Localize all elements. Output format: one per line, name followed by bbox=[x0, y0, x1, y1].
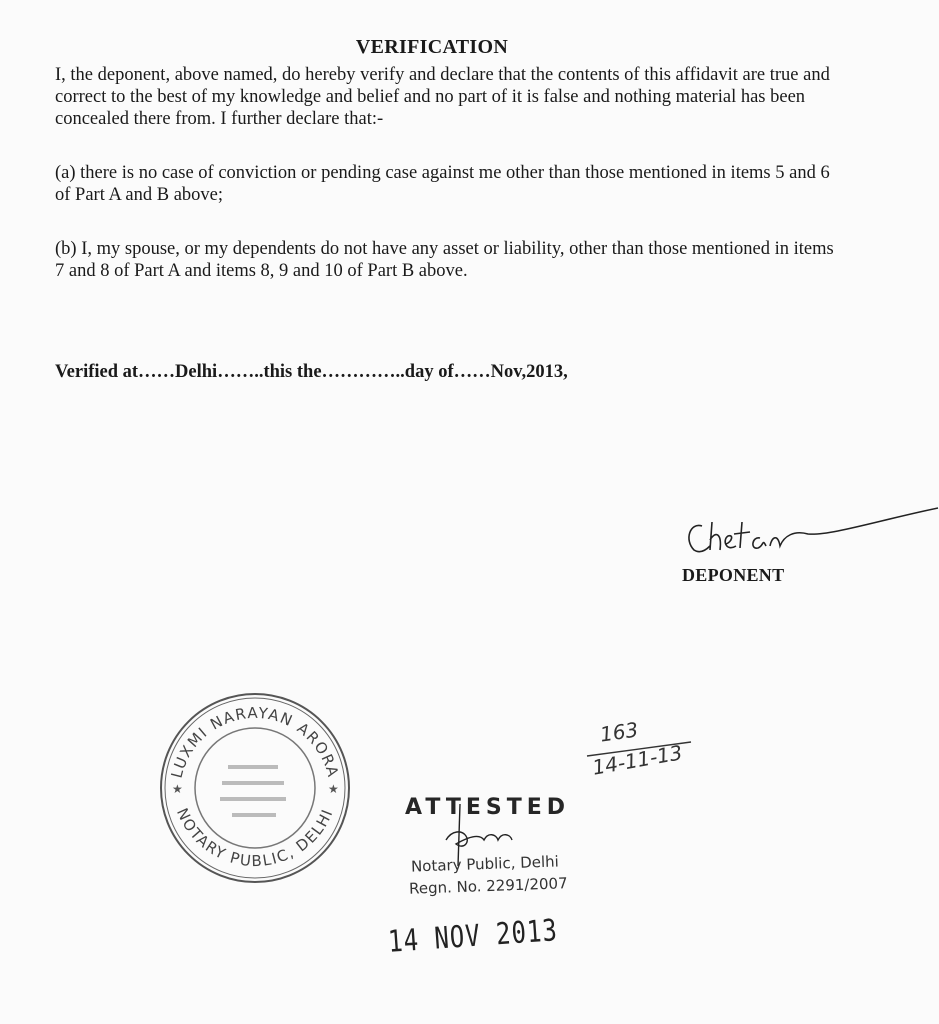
declaration-clause-b: (b) I, my spouse, or my dependents do not have any asset or liability, other than those mentioned in items 7 and 8 of Part A and items 8, 9 and 10 of Part B above. bbox=[55, 239, 834, 281]
handwritten-date: 14-11-13 bbox=[590, 740, 685, 780]
notary-seal bbox=[150, 683, 360, 893]
page-title: VERIFICATION bbox=[355, 36, 509, 58]
date-stamp: 14 NOV 2013 bbox=[386, 912, 559, 960]
svg-text:NOTARY PUBLIC, DELHI: NOTARY PUBLIC, DELHI bbox=[173, 805, 337, 871]
declaration-clause-a: (a) there is no case of conviction or pending case against me other than those mentioned in items 5 and 6 of Part A and B above; bbox=[55, 163, 830, 205]
svg-text:★: ★ bbox=[172, 782, 183, 796]
verification-paragraph: I, the deponent, above named, do hereby verify and declare that the contents of this affidavit are true and correct to the best of my knowledge and belief and no part of it is false and nothing material has been concealed there from. I further declare that:- bbox=[55, 65, 830, 129]
deponent-signature bbox=[680, 500, 939, 560]
notary-public-text: Notary Public, Delhi bbox=[410, 852, 560, 876]
deponent-label: DEPONENT bbox=[682, 565, 785, 585]
verified-at-line: Verified at……Delhi……..this the…………..day of……Nov,2013, bbox=[55, 362, 568, 382]
handwritten-serial-number: 163 bbox=[598, 717, 640, 747]
svg-text:★: ★ bbox=[328, 782, 339, 796]
attested-stamp: ATTESTED bbox=[405, 795, 571, 820]
svg-text:LUXMI NARAYAN ARORA: LUXMI NARAYAN ARORA bbox=[167, 703, 343, 780]
registration-number: Regn. No. 2291/2007 bbox=[408, 874, 568, 898]
